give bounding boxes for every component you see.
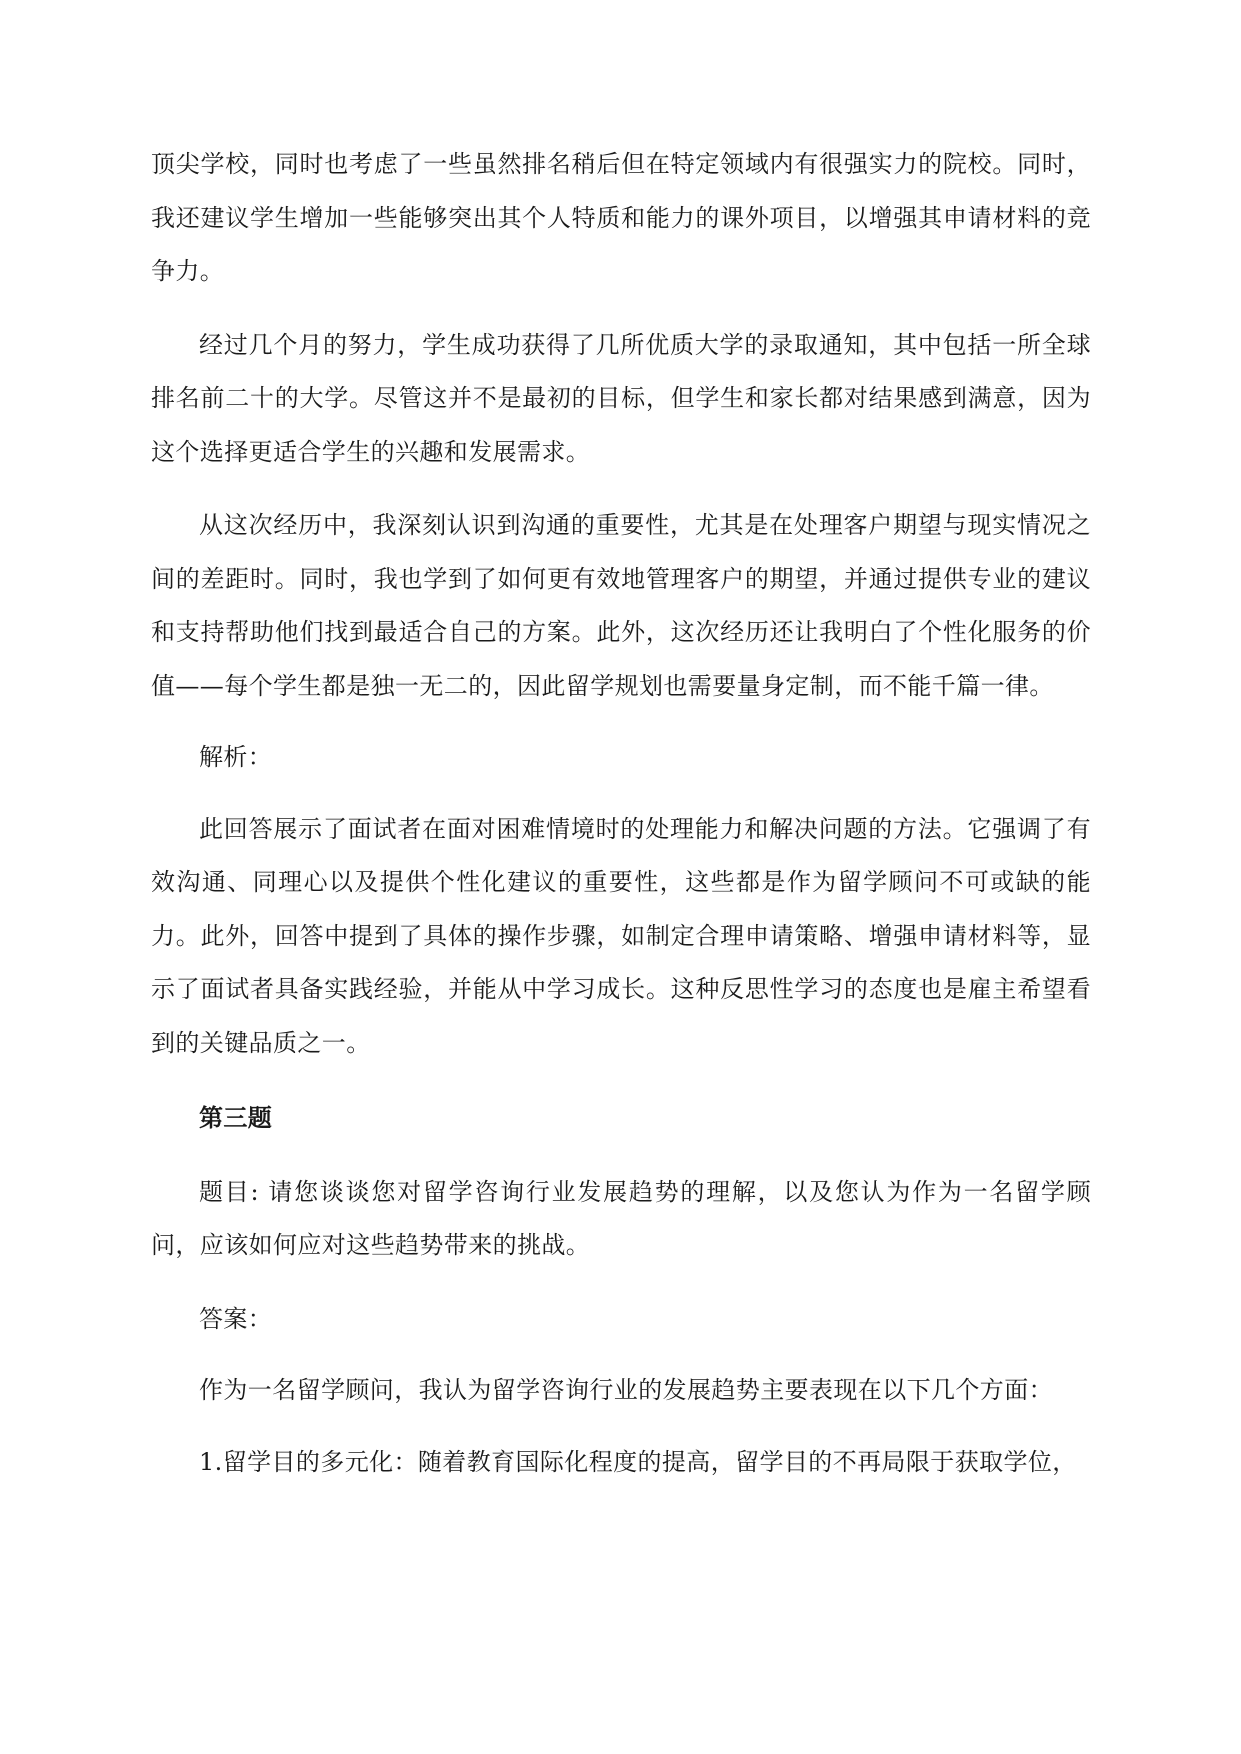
body-paragraph: 作为一名留学顾问，我认为留学咨询行业的发展趋势主要表现在以下几个方面： — [199, 1376, 1053, 1404]
body-paragraph: 经过几个月的努力，学生成功获得了几所优质大学的录取通知，其中包括一所全球排名前二十的大学。尽管这并不是最初的目标，但学生和家长都对结果感到满意，因为这个选择更适合学生的兴趣和发展需求。 — [151, 330, 1091, 466]
document-body — [151, 138, 1091, 1489]
body-paragraph: 从这次经历中，我深刻认识到沟通的重要性，尤其是在处理客户期望与现实情况之间的差距时。同时，我也学到了如何更有效地管理客户的期望，并通过提供专业的建议和支持帮助他们找到最适合自己的方案。此外，这次经历还让我明白了个性化服务的价值——每个学生都是独一无二的，因此留学规划也需要量身定制，而不能千篇一律。 — [151, 511, 1091, 700]
body-paragraph: 此回答展示了面试者在面对困难情境时的处理能力和解决问题的方法。它强调了有效沟通、同理心以及提供个性化建议的重要性，这些都是作为留学顾问不可或缺的能力。此外，回答中提到了具体的操作步骤，如制定合理申请策略、增强申请材料等，显示了面试者具备实践经验，并能从中学习成长。这种反思性学习的态度也是雇主希望看到的关键品质之一。 — [151, 814, 1091, 1057]
question-paragraph: 题目: 请您谈谈您对留学咨询行业发展趋势的理解，以及您认为作为一名留学顾问，应该如何应对这些趋势带来的挑战。 — [151, 1177, 1091, 1259]
analysis-label: 解析： — [199, 743, 273, 771]
section-heading: 第三题 — [199, 1104, 273, 1132]
body-paragraph: 顶尖学校，同时也考虑了一些虽然排名稍后但在特定领域内有很强实力的院校。同时，我还建议学生增加一些能够突出其个人特质和能力的课外项目，以增强其申请材料的竞争力。 — [151, 150, 1091, 285]
list-item: 1.留学目的多元化：随着教育国际化程度的提高，留学目的不再局限于获取学位， — [199, 1447, 1077, 1476]
answer-label: 答案： — [199, 1304, 273, 1333]
